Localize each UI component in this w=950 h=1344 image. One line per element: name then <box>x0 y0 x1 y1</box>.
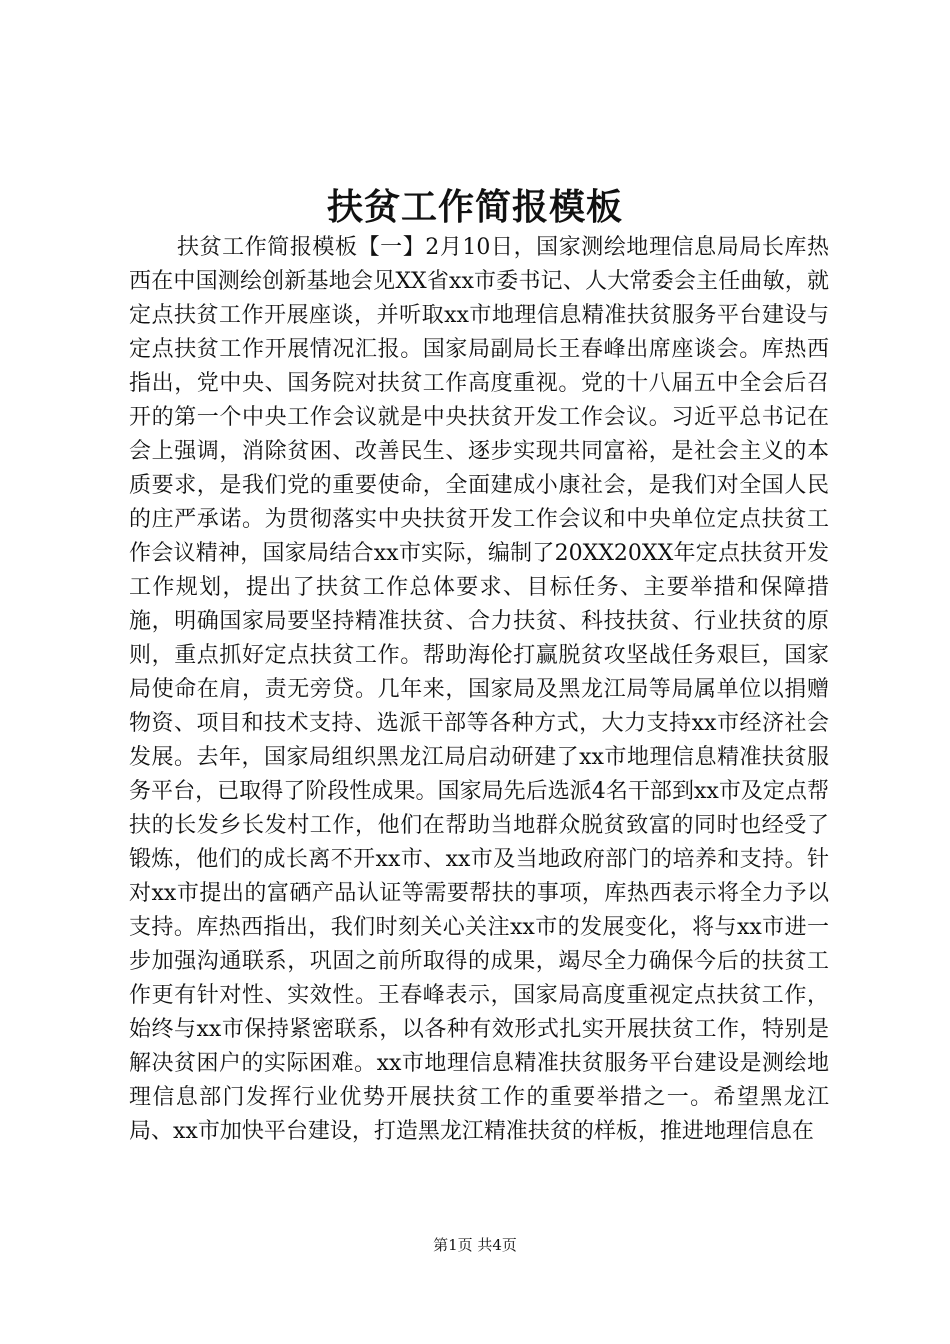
document-title: 扶贫工作简报模板 <box>326 186 623 228</box>
page-footer-indicator: 第1页 共4页 <box>433 1236 517 1254</box>
document-body-paragraph: 扶贫工作简报模板【一】2月10日，国家测绘地理信息局局长库热西在中国测绘创新基地会见XX省xx市委书记、人大常委会主任曲敏，就定点扶贫工作开展座谈，并听取xx市地理信息精准扶贫服务平台建设与定点扶贫工作开展情况汇报。国家局副局长王春峰出席座谈会。库热西指出，党中央、国务院对扶贫工作高度重视。党的十八届五中全会后召开的第一个中央工作会议就是中央扶贫开发工作会议。习近平总书记在会上强调，消除贫困、改善民生、逐步实现共同富裕，是社会主义的本质要求，是我们党的重要使命，全面建成小康社会，是我们对全国人民的庄严承诺。为贯彻落实中央扶贫开发工作会议和中央单位定点扶贫工作会议精神，国家局结合xx市实际，编制了20XX20XX年定点扶贫开发工作规划，提出了扶贫工作总体要求、目标任务、主要举措和保障措施，明确国家局要坚持精准扶贫、合力扶贫、科技扶贫、行业扶贫的原则，重点抓好定点扶贫工作。帮助海伦打赢脱贫攻坚战任务艰巨，国家局使命在肩，责无旁贷。几年来，国家局及黑龙江局等局属单位以捐赠物资、项目和技术支持、选派干部等各种方式，大力支持xx市经济社会发展。去年，国家局组织黑龙江局启动研建了xx市地理信息精准扶贫服务平台，已取得了阶段性成果。国家局先后选派4名干部到xx市及定点帮扶的长发乡长发村工作，他们在帮助当地群众脱贫致富的同时也经受了锻炼，他们的成长离不开xx市、xx市及当地政府部门的培养和支持。针对xx市提出的富硒产品认证等需要帮扶的事项，库热西表示将全力予以支持。库热西指出，我们时刻关心关注xx市的发展变化，将与xx市进一步加强沟通联系，巩固之前所取得的成果，竭尽全力确保今后的扶贫工作更有针对性、实效性。王春峰表示，国家局高度重视定点扶贫工作，始终与xx市保持紧密联系，以各种有效形式扎实开展扶贫工作，特别是解决贫困户的实际困难。xx市地理信息精准扶贫服务平台建设是测绘地理信息部门发挥行业优势开展扶贫工作的重要举措之一。希望黑龙江局、xx市加快平台建设，打造黑龙江精准扶贫的样板，推进地理信息在 <box>129 235 829 1144</box>
